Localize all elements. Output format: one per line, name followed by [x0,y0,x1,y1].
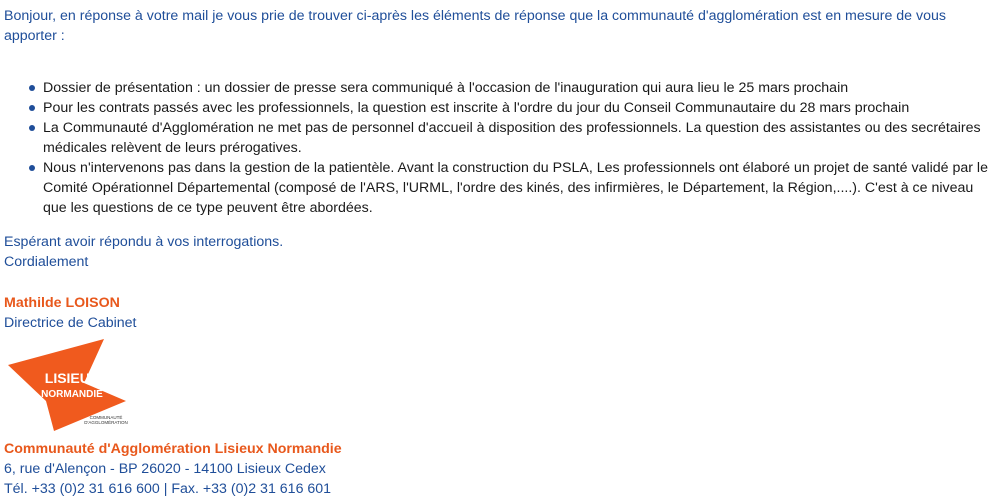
list-item [0,98,990,118]
logo-text-small1: COMMUNAUTÉ [89,415,123,420]
salutation: Cordialement [4,254,89,270]
list-item [0,158,990,218]
list-item [0,118,990,158]
response-points-list [0,78,990,218]
signature-name: Mathilde LOISON [4,295,120,311]
list-item [0,78,990,98]
signature-organization: Communauté d'Agglomération Lisieux Normandie [4,441,342,457]
lisieux-normandie-logo [6,339,132,431]
intro-paragraph: Bonjour, en réponse à votre mail je vous prie de trouver ci-après les éléments de réponse que la communauté d'agglomération est en mesure de vous apporter : [4,8,946,44]
bullet-icon [29,85,35,91]
signature-address: 6, rue d'Alençon - BP 26020 - 14100 Lisieux Cedex [4,461,326,477]
list-item-text: La Communauté d'Agglomération ne met pas de personnel d'accueil à disposition des professionnels. La question des assistantes ou des secrétaires médicales relèvent de leurs prérogatives. [43,120,981,156]
closing-line: Espérant avoir répondu à vos interrogations. [4,234,284,250]
list-item-text: Nous n'intervenons pas dans la gestion de la patientèle. Avant la construction du PSLA, Les professionnels ont élaboré un projet de santé validé par le Comité Opérationnel Départemental (composé de l'ARS, l'URML, l'ordre des kinés, des infirmières, le Département, la Région,....). C'est à ce niveau que les questions de ce type peuvent être abordées. [43,160,988,216]
closing-block [4,232,283,272]
logo-text-line1: LISIEUX [44,370,100,386]
bullet-icon [29,165,35,171]
bullet-icon [29,105,35,111]
signature-role: Directrice de Cabinet [4,315,137,331]
list-item-text: Pour les contrats passés avec les professionnels, la question est inscrite à l'ordre du jour du Conseil Communautaire du 28 mars prochain [43,100,910,116]
logo-text-small2: D'AGGLOMÉRATION [84,420,128,425]
bullet-icon [29,125,35,131]
signature-phone: Tél. +33 (0)2 31 616 600 | Fax. +33 (0)2 31 616 601 [4,481,332,497]
logo-text-line2: NORMANDIE [41,389,103,400]
list-item-text: Dossier de présentation : un dossier de presse sera communiqué à l'occasion de l'inauguration qui aura lieu le 25 mars prochain [43,80,849,96]
